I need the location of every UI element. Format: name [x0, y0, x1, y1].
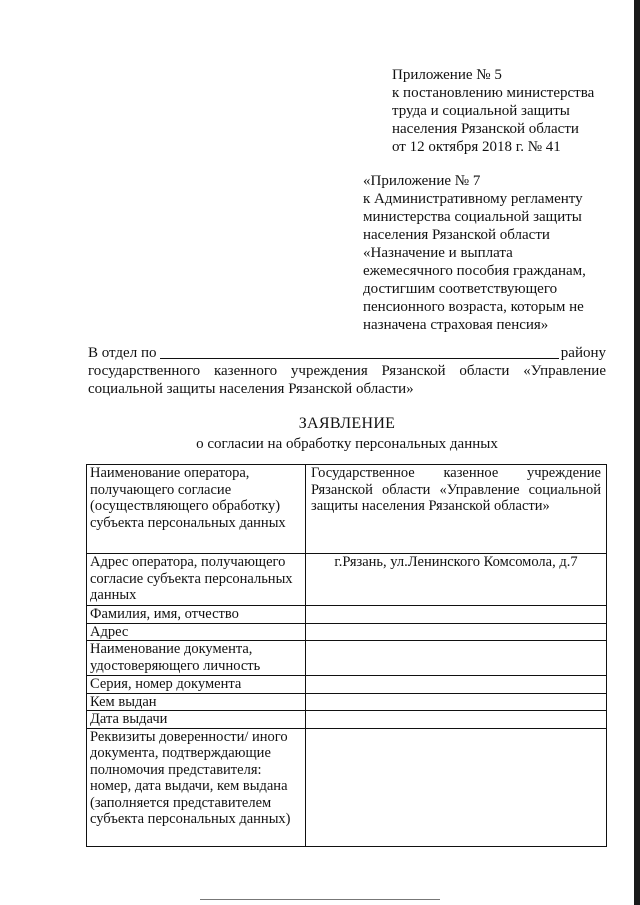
- table-row: [87, 728, 607, 846]
- appendix-7-line: «Назначение и выплата: [363, 245, 513, 261]
- appendix-5-line: к постановлению министерства: [392, 85, 595, 101]
- document-title-block: [88, 414, 606, 453]
- appendix-5-line: Приложение № 5: [392, 67, 502, 83]
- district-blank-field[interactable]: [160, 344, 558, 359]
- power-of-attorney-field[interactable]: [306, 728, 607, 846]
- issue-date-label: Дата выдачи: [87, 711, 306, 729]
- table-row: [87, 623, 607, 641]
- appendix-7-line: населения Рязанской области: [363, 227, 550, 243]
- document-number-label: Серия, номер документа: [87, 676, 306, 694]
- appendix-7-line: министерства социальной защиты: [363, 209, 582, 225]
- appendix-7-header: [363, 172, 586, 334]
- addressee-block: [88, 344, 606, 398]
- issued-by-field[interactable]: [306, 693, 607, 711]
- addressee-prefix: В отдел по: [88, 345, 157, 361]
- full-name-label: Фамилия, имя, отчество: [87, 606, 306, 624]
- operator-name-value: Государственное казенное учреждение Рязанской области «Управление социальной защиты населения Рязанской области»: [306, 465, 607, 554]
- id-document-label: Наименование документа, удостоверяющего личность: [87, 641, 306, 676]
- table-row: [87, 693, 607, 711]
- appendix-7-line: достигшим соответствующего: [363, 281, 558, 297]
- appendix-5-header: [392, 66, 594, 156]
- appendix-5-line: населения Рязанской области: [392, 121, 579, 137]
- appendix-7-line: ежемесячного пособия гражданам,: [363, 263, 586, 279]
- table-row: [87, 606, 607, 624]
- table-row: [87, 554, 607, 606]
- issued-by-label: Кем выдан: [87, 693, 306, 711]
- table-row: [87, 465, 607, 554]
- appendix-7-line: «Приложение № 7: [363, 173, 481, 189]
- table-row: [87, 676, 607, 694]
- appendix-7-line: назначена страховая пенсия»: [363, 317, 549, 333]
- appendix-5-line: труда и социальной защиты: [392, 103, 570, 119]
- page-edge: [634, 0, 640, 905]
- appendix-5-line: от 12 октября 2018 г. № 41: [392, 139, 561, 155]
- power-of-attorney-label: Реквизиты доверенности/ иного документа, подтверждающие полномочия представителя: номер, дата выдачи, кем выдана (заполняется представителем субъекта персональных данных): [87, 728, 306, 846]
- document-title: ЗАЯВЛЕНИЕ: [298, 415, 396, 432]
- addressee-line-institution: государственного казенного учреждения Рязанской области «Управление: [88, 363, 606, 379]
- document-subtitle: о согласии на обработку персональных данных: [196, 436, 498, 452]
- address-label: Адрес: [87, 623, 306, 641]
- addressee-suffix: району: [560, 345, 606, 361]
- operator-name-label: Наименование оператора, получающего согласие (осуществляющего обработку) субъекта персональных данных: [87, 465, 306, 554]
- consent-table: [86, 464, 607, 847]
- operator-address-value: г.Рязань, ул.Ленинского Комсомола, д.7: [306, 554, 607, 606]
- operator-address-label: Адрес оператора, получающего согласие субъекта персональных данных: [87, 554, 306, 606]
- addressee-line-institution-end: социальной защиты населения Рязанской области»: [88, 381, 414, 397]
- appendix-7-line: пенсионного возраста, которым не: [363, 299, 584, 315]
- table-row: [87, 641, 607, 676]
- id-document-field[interactable]: [306, 641, 607, 676]
- issue-date-field[interactable]: [306, 711, 607, 729]
- bottom-divider: [200, 899, 440, 900]
- address-field[interactable]: [306, 623, 607, 641]
- addressee-line-district: [88, 344, 606, 362]
- table-row: [87, 711, 607, 729]
- appendix-7-line: к Административному регламенту: [363, 191, 583, 207]
- full-name-field[interactable]: [306, 606, 607, 624]
- document-number-field[interactable]: [306, 676, 607, 694]
